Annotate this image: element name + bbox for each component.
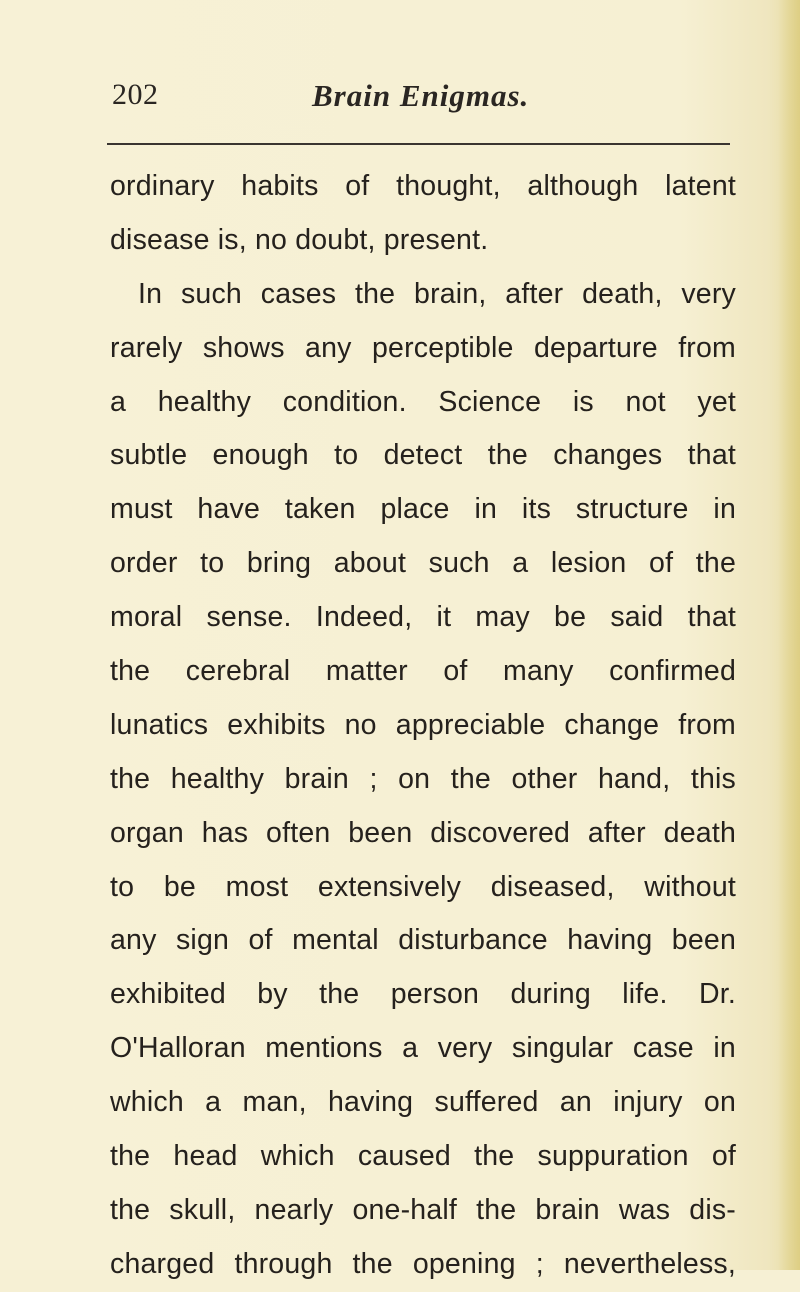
text-line: organ has often been discovered after death: [110, 816, 736, 849]
text-line: charged through the opening ; nevertheless,: [110, 1247, 736, 1280]
text-line: disease is, no doubt, present.: [110, 223, 489, 256]
text-line: the head which caused the suppuration of: [110, 1140, 736, 1173]
text-line: moral sense. Indeed, it may be said that: [110, 601, 736, 634]
text-line: the skull, nearly one-half the brain was dis-: [110, 1193, 736, 1226]
text-line: the healthy brain ; on the other hand, this: [110, 762, 736, 795]
text-line: ordinary habits of thought, although latent: [110, 170, 736, 202]
text-line: rarely shows any perceptible departure from: [110, 331, 736, 364]
page-header: [112, 78, 732, 122]
text-line: a healthy condition. Science is not yet: [110, 385, 736, 418]
body-text: [110, 160, 736, 1292]
text-line: which a man, having suffered an injury on: [110, 1086, 736, 1119]
text-line: subtle enough to detect the changes that: [110, 439, 736, 472]
text-line: to be most extensively diseased, without: [110, 870, 736, 903]
text-line: In such cases the brain, after death, very: [138, 277, 736, 310]
text-line: order to bring about such a lesion of the: [110, 547, 736, 580]
running-title: Brain Enigmas.: [312, 78, 530, 113]
text-line: any sign of mental disturbance having been: [110, 924, 736, 957]
text-line: O'Halloran mentions a very singular case in: [110, 1032, 736, 1065]
text-line: must have taken place in its structure in: [110, 493, 736, 526]
page-number: 202: [112, 78, 159, 111]
page-edge-shading: [778, 0, 800, 1270]
text-line: the cerebral matter of many confirmed: [110, 655, 736, 688]
text-line: lunatics exhibits no appreciable change from: [110, 708, 736, 741]
text-line: exhibited by the person during life. Dr.: [110, 978, 736, 1011]
header-rule: [107, 143, 730, 145]
